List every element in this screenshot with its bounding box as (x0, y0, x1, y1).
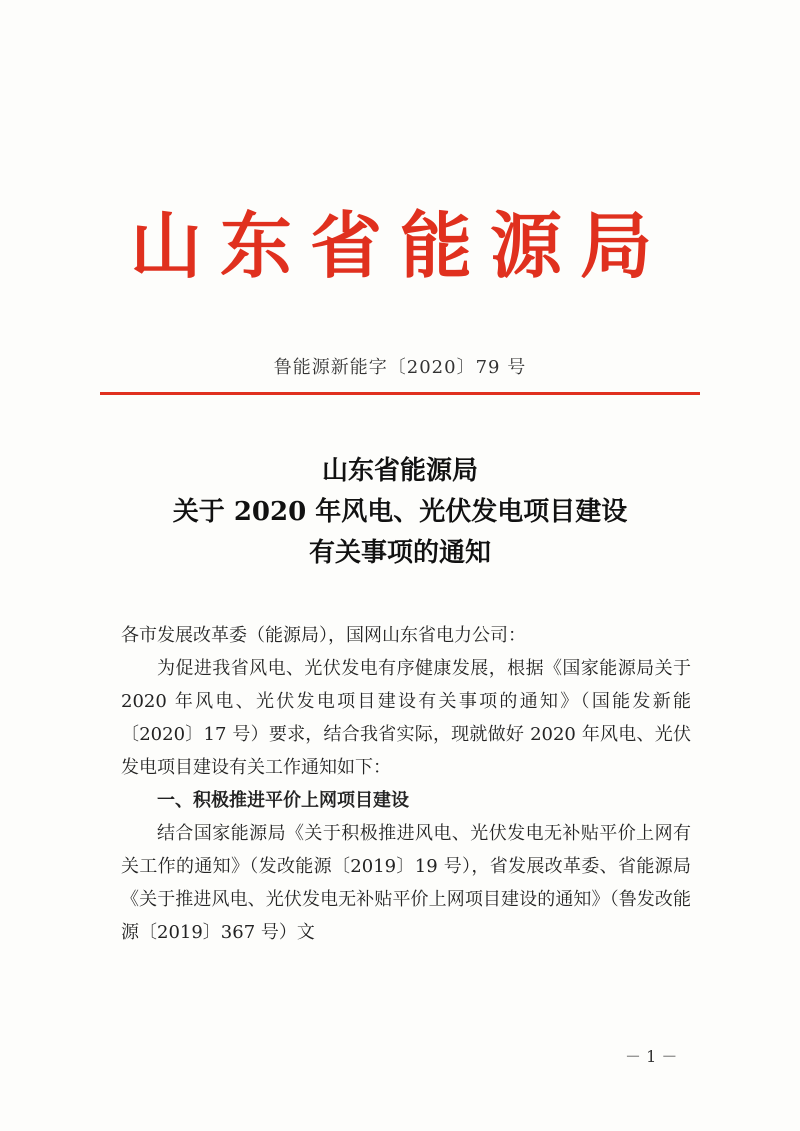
title-line-3: 有关事项的通知 (308, 538, 491, 568)
addressee-line: 各市发展改革委（能源局），国网山东省电力公司： (121, 625, 526, 646)
paragraph-intro: 为促进我省风电、光伏发电有序健康发展，根据《国家能源局关于 2020 年风电、光伏发电项目建设有关事项的通知》（国能发新能〔2020〕17 号）要求，结合我省实际，现就做好 2020 年风电、光伏发电项目建设有关工作通知如下： (121, 658, 691, 778)
document-title (0, 451, 800, 574)
page-number: － 1 － (625, 1047, 678, 1066)
document-body (121, 619, 691, 949)
title-line-2: 关于 2020 年风电、光伏发电项目建设 (172, 497, 628, 527)
section-heading-1: 一、积极推进平价上网项目建设 (157, 790, 409, 811)
header-divider (100, 392, 700, 395)
paragraph-section-1: 结合国家能源局《关于积极推进风电、光伏发电无补贴平价上网有关工作的通知》（发改能源〔2019〕19 号），省发展改革委、省能源局《关于推进风电、光伏发电无补贴平价上网项目建设的通知》（鲁发改能源〔2019〕367 号）文 (121, 823, 691, 943)
document-number: 鲁能源新能字〔2020〕79 号 (273, 357, 527, 378)
agency-header: 山东省能源局 (129, 203, 670, 288)
title-line-1: 山东省能源局 (321, 456, 478, 486)
